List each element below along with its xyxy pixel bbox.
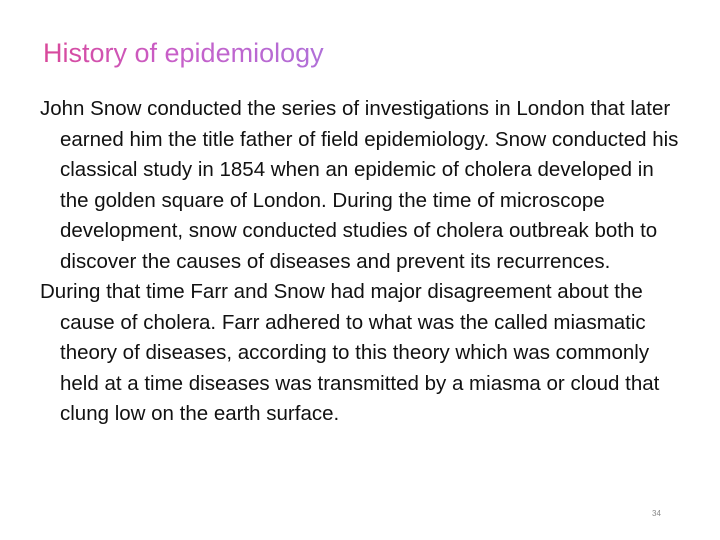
slide-title: History of epidemiology [43,34,324,72]
body-paragraph: During that time Farr and Snow had major disagreement about the cause of cholera. Farr adhered to what was the called miasmatic theory of diseases, according to this theory which was commonly held at a time diseases was transmitted by a miasma or cloud that clung low on the earth surface. [40,280,660,425]
body-paragraph: John Snow conducted the series of investigations in London that later earned him the title father of field epidemiology. Snow conducted his classical study in 1854 when an epidemic of cholera developed in the golden square of London. During the time of microscope development, snow conducted studies of cholera outbreak both to discover the causes of diseases and prevent its recurrences. [40,97,679,273]
page-number: 34 [652,509,661,518]
slide-body [40,94,680,430]
